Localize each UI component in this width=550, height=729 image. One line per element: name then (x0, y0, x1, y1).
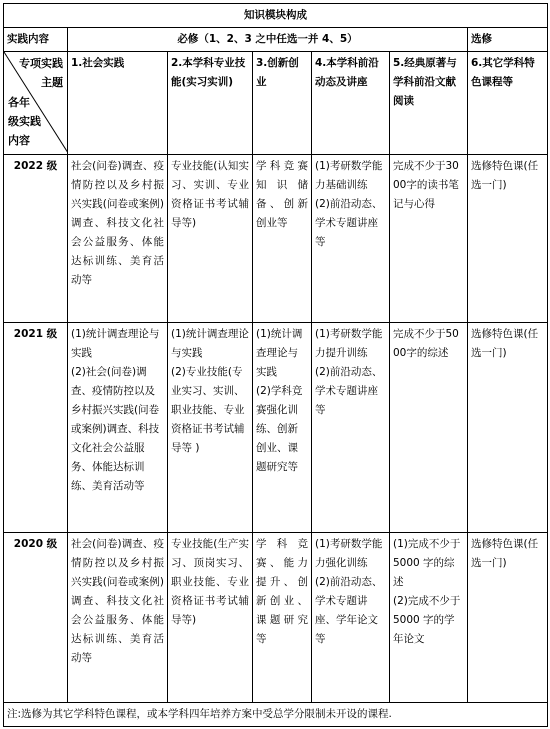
diag-top-line1: 专项实践 (19, 57, 63, 70)
column-header-other-courses: 6.其它学科特色课程等 (468, 52, 548, 155)
table-cell (253, 533, 312, 703)
diagonal-header-top (19, 54, 63, 92)
table-cell (68, 323, 168, 533)
column-header-frontier-lectures: 4.本学科前沿动态及讲座 (312, 52, 390, 155)
table-title: 知识模块构成 (4, 4, 548, 28)
cell-text: 选修特色课(任选一门) (471, 538, 539, 569)
table-cell (312, 155, 390, 323)
diagonal-header-bottom (8, 93, 41, 150)
cell-text: 选修特色课(任选一门) (471, 160, 539, 191)
table-row-2021 (4, 323, 548, 533)
cell-text: 选修特色课(任选一门) (471, 328, 539, 359)
cell-text: 学科竞赛、能力提升、创新创业、课题研究等 (256, 538, 308, 645)
table-cell (253, 155, 312, 323)
year-label: 2022 级 (4, 155, 68, 323)
table-cell (168, 323, 253, 533)
table-cell (390, 155, 468, 323)
table-row-2020 (4, 533, 548, 703)
table-cell (312, 533, 390, 703)
column-header-professional-skills: 2.本学科专业技能(实习实训) (168, 52, 253, 155)
table-cell (68, 533, 168, 703)
table-cell (168, 155, 253, 323)
cell-text: 专业技能(认知实习、实训、专业资格证书考试辅导等) (171, 160, 249, 229)
diagonal-header-cell (4, 52, 68, 155)
cell-text: (1)统计调查理论与实践 (2)学科竞赛强化训练、创新创业、课题研究等 (256, 328, 303, 473)
elective-header: 选修 (468, 28, 548, 52)
table-cell (312, 323, 390, 533)
table-cell (253, 323, 312, 533)
cell-text: 专业技能(生产实习、顶岗实习、职业技能、专业资格证书考试辅导等) (171, 538, 249, 626)
cell-text: (1)考研数学能力基础训练 (2)前沿动态、学术专题讲座等 (315, 160, 383, 248)
table-cell (390, 533, 468, 703)
table-cell (68, 155, 168, 323)
column-header-social-practice: 1.社会实践 (68, 52, 168, 155)
table-row-2022 (4, 155, 548, 323)
year-label: 2021 级 (4, 323, 68, 533)
column-header-innovation: 3.创新创业 (253, 52, 312, 155)
diag-bottom-line3: 内容 (8, 134, 30, 147)
cell-text: (1)统计调查理论与实践 (2)社会(问卷)调查、疫情防控以及乡村振兴实践(问卷或案例)调查、科技文化社会公益服务、体能达标训练、美育活动等 (71, 328, 160, 492)
table-cell (468, 323, 548, 533)
diag-bottom-line1: 各年 (8, 96, 30, 109)
required-header: 必修（1、2、3 之中任选一并 4、5） (68, 28, 468, 52)
cell-text: 完成不少于5000字的综述 (393, 328, 459, 359)
cell-text: 社会(问卷)调查、疫情防控以及乡村振兴实践(问卷或案例)调查、科技文化社会公益服务、体能达标训练、美育活动等 (71, 538, 164, 664)
diag-bottom-line2: 级实践 (8, 115, 41, 128)
table-note: 注:选修为其它学科特色课程，或本学科四年培养方案中受总学分限制未开设的课程. (4, 703, 548, 727)
practice-content-header: 实践内容 (4, 28, 68, 52)
column-header-classic-reading: 5.经典原著与学科前沿文献阅读 (390, 52, 468, 155)
table-cell (168, 533, 253, 703)
year-label: 2020 级 (4, 533, 68, 703)
cell-text: (1)统计调查理论与实践 (2)专业技能(专业实习、实训、职业技能、专业资格证书考试辅导等 ) (171, 328, 249, 454)
cell-text: 社会(问卷)调查、疫情防控以及乡村振兴实践(问卷或案例)调查、科技文化社会公益服务、体能达标训练、美育活动等 (71, 160, 164, 286)
cell-text: 完成不少于3000字的读书笔记与心得 (393, 160, 459, 210)
knowledge-module-table (3, 3, 548, 727)
cell-text: (1)考研数学能力提升训练 (2)前沿动态、学术专题讲座等 (315, 328, 383, 416)
table-cell (390, 323, 468, 533)
table-cell (468, 533, 548, 703)
diag-top-line2: 主题 (41, 76, 63, 89)
table-cell (468, 155, 548, 323)
cell-text: 学科竞赛知识储备、创新创业等 (256, 160, 308, 229)
cell-text: (1)完成不少于 5000 字的综述 (2)完成不少于 5000 字的学年论文 (393, 538, 461, 645)
cell-text: (1)考研数学能力强化训练 (2)前沿动态、学术专题讲座、学年论文等 (315, 538, 383, 645)
